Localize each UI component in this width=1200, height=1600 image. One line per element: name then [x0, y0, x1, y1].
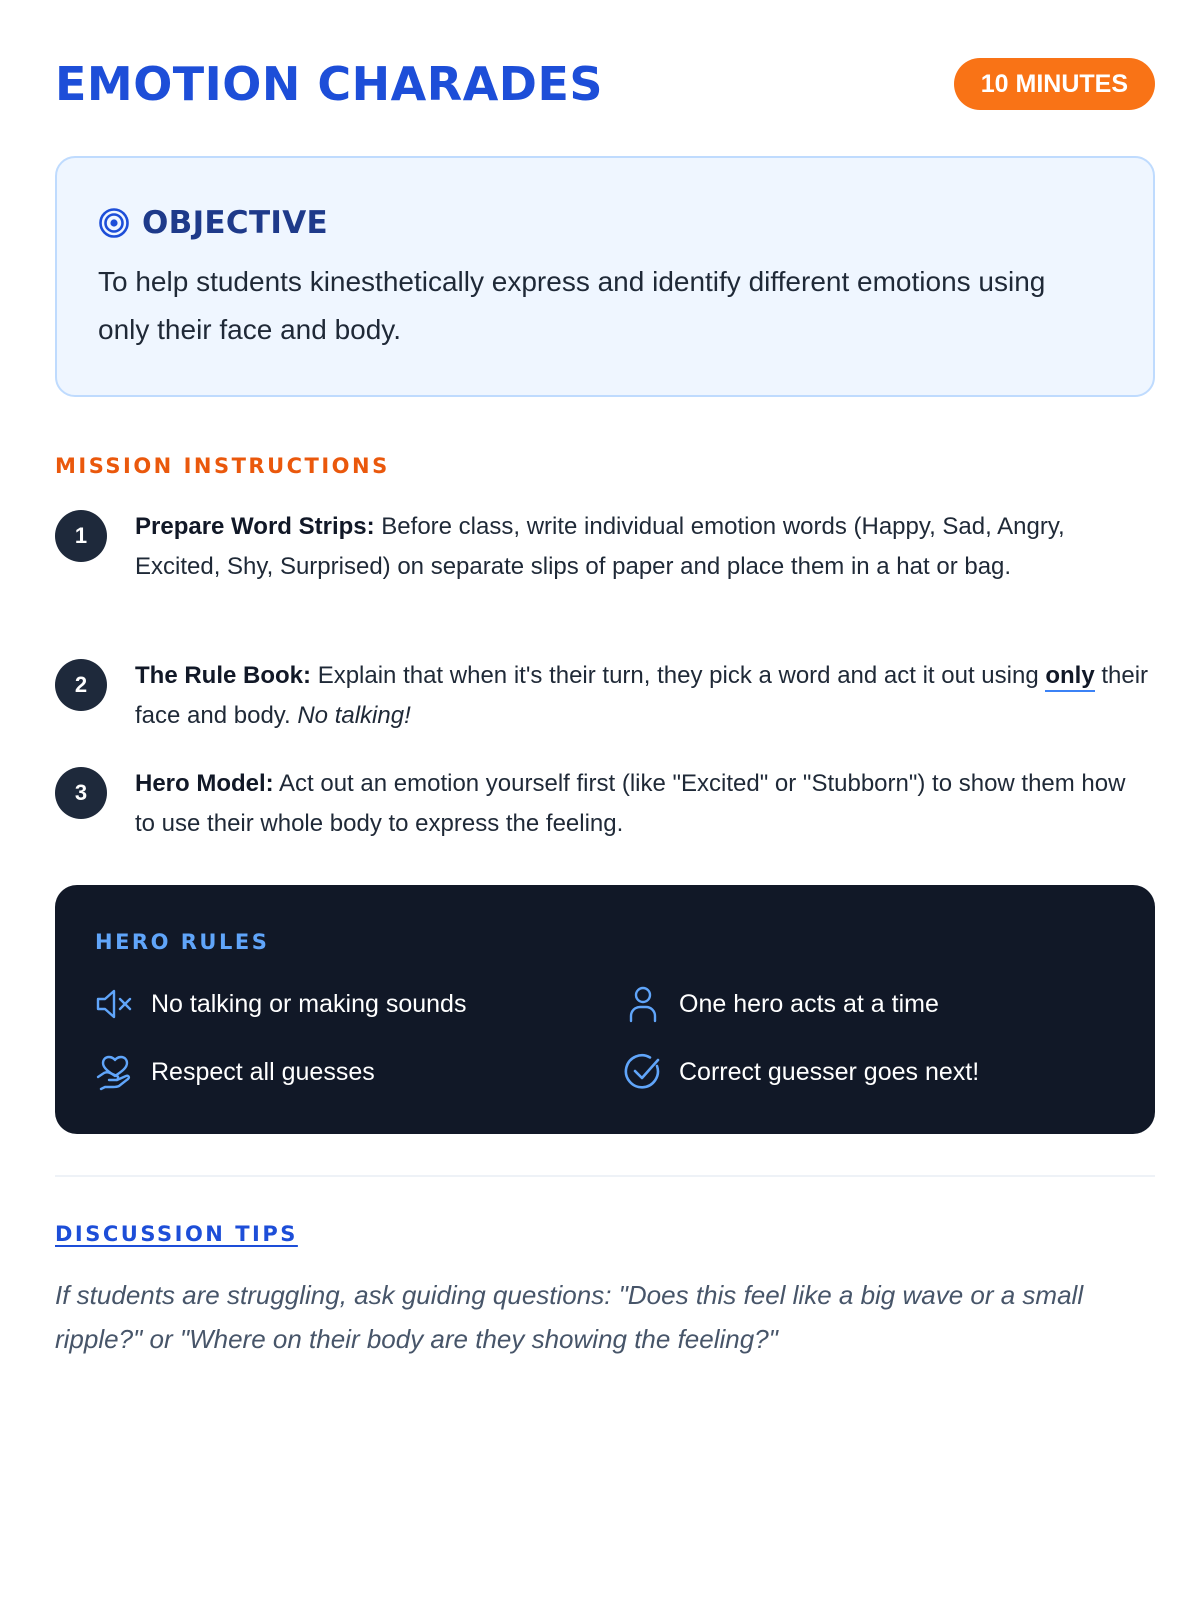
step-body: Before class, write individual emotion words (Happy, Sad, Angry, Excited, Shy, Surprised) on separate slips of paper and place them in a hat or bag.	[135, 513, 1065, 580]
rule-item	[93, 1050, 375, 1094]
step-title: The Rule Book:	[135, 662, 312, 689]
step-title: Prepare Word Strips:	[135, 513, 375, 540]
divider	[55, 1175, 1155, 1177]
step-number: 3	[55, 767, 107, 819]
objective-text: To help students kinesthetically express and identify different emotions using only their face and body.	[98, 266, 1046, 345]
discussion-text: If students are struggling, ask guiding questions: "Does this feel like a big wave or a small ripple?" or "Where on their body are they showing the feeling?"	[55, 1280, 1084, 1354]
step-text	[135, 656, 1150, 736]
step-body: Explain that when it's their turn, they pick a word and act it out using	[317, 662, 1039, 689]
mission-heading: MISSION INSTRUCTIONS	[55, 454, 390, 478]
step-number: 1	[55, 510, 107, 562]
objective-heading: OBJECTIVE	[142, 205, 328, 241]
check-circle-icon	[621, 1050, 665, 1094]
duration-badge: 10 MINUTES	[954, 58, 1155, 110]
step-text	[135, 764, 1150, 844]
step-title: Hero Model:	[135, 770, 274, 797]
hero-rules-heading: HERO RULES	[95, 930, 270, 954]
step-number: 2	[55, 659, 107, 711]
person-icon	[621, 982, 665, 1026]
hand-heart-icon	[93, 1050, 137, 1094]
step-note: No talking!	[297, 702, 411, 729]
objective-header	[98, 202, 328, 244]
rule-label: One hero acts at a time	[679, 989, 939, 1018]
header	[55, 52, 1155, 116]
rule-label: Respect all guesses	[151, 1057, 375, 1086]
rule-item	[621, 982, 939, 1026]
rule-label: Correct guesser goes next!	[679, 1057, 980, 1086]
page-title: EMOTION CHARADES	[55, 57, 604, 111]
hero-rules-panel	[55, 885, 1155, 1134]
step-text	[135, 507, 1150, 587]
rule-label: No talking or making sounds	[151, 989, 467, 1018]
rule-item	[93, 982, 466, 1026]
step-body-end: their face and body.	[135, 662, 1149, 729]
emphasis-word: only	[1045, 662, 1094, 692]
mute-speaker-icon	[93, 982, 137, 1026]
step-body: Act out an emotion yourself first (like "Excited" or "Stubborn") to show them how to use their whole body to express the feeling.	[135, 770, 1126, 837]
discussion-heading: DISCUSSION TIPS	[55, 1222, 298, 1246]
rule-item	[621, 1050, 979, 1094]
target-icon	[98, 207, 130, 239]
objective-panel	[55, 156, 1155, 397]
